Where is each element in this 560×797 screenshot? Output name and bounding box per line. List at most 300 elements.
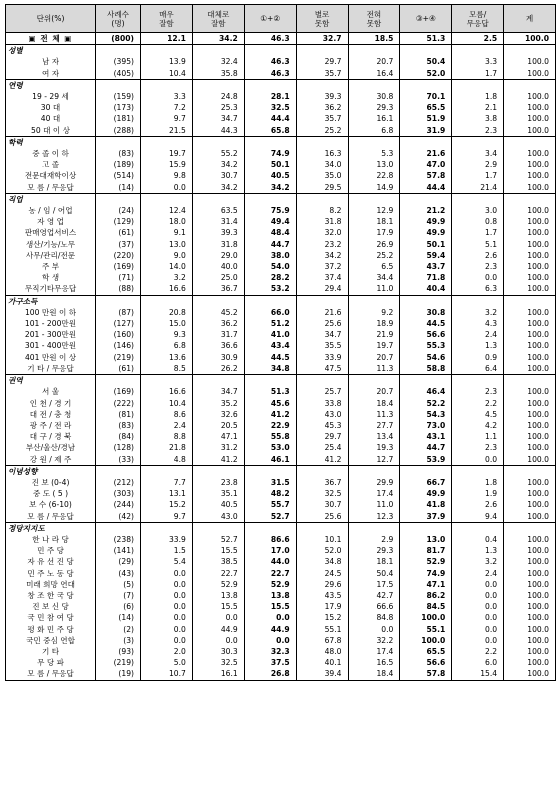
table-cell: 3.2	[452, 556, 504, 567]
table-cell: 30.8	[400, 307, 452, 318]
table-cell: 9.1	[141, 227, 193, 238]
table-cell: 100.0	[504, 431, 556, 442]
table-cell: (395)	[96, 56, 141, 67]
table-cell: 0.0	[141, 182, 193, 194]
table-cell: 13.8	[244, 590, 296, 601]
table-cell: 25.6	[296, 511, 348, 523]
table-cell: 100.0	[504, 668, 556, 680]
table-cell: 48.4	[244, 227, 296, 238]
table-cell: 0.0	[141, 579, 193, 590]
table-row	[6, 579, 556, 590]
table-cell: (3)	[96, 635, 141, 646]
table-cell: 84.5	[400, 601, 452, 612]
empty-cell	[400, 193, 452, 205]
row-label: 여 자	[6, 68, 96, 80]
empty-cell	[400, 136, 452, 148]
table-row	[6, 170, 556, 181]
row-label: 진 보 (0-4)	[6, 477, 96, 488]
table-cell: (222)	[96, 398, 141, 409]
table-cell: 0.0	[348, 624, 400, 635]
table-cell: 100.0	[504, 534, 556, 545]
table-cell: 31.4	[192, 216, 244, 227]
table-cell: (405)	[96, 68, 141, 80]
empty-cell	[244, 465, 296, 477]
row-label: 40 대	[6, 113, 96, 124]
table-cell: 13.1	[141, 488, 193, 499]
table-cell: 0.0	[192, 635, 244, 646]
row-label: 모 름 / 무응답	[6, 511, 96, 523]
table-cell: 22.9	[244, 420, 296, 431]
table-cell: 21.8	[141, 442, 193, 453]
table-cell: 66.0	[244, 307, 296, 318]
row-label: 미래 희망 연대	[6, 579, 96, 590]
table-cell: 36.7	[296, 477, 348, 488]
table-cell: 54.0	[244, 261, 296, 272]
table-cell: 51.3	[400, 33, 452, 45]
table-cell: 100.0	[504, 182, 556, 194]
table-cell: (141)	[96, 545, 141, 556]
table-cell: 16.1	[192, 668, 244, 680]
table-cell: 11.0	[348, 283, 400, 295]
table-cell: 54.3	[400, 409, 452, 420]
row-label: 한 나 라 당	[6, 534, 96, 545]
table-cell: 100.0	[504, 205, 556, 216]
table-cell: 15.2	[141, 499, 193, 510]
table-cell: 35.7	[296, 68, 348, 80]
table-cell: 46.3	[244, 68, 296, 80]
table-cell: 67.8	[296, 635, 348, 646]
table-cell: 100.0	[504, 442, 556, 453]
table-cell: 18.0	[141, 216, 193, 227]
table-cell: 15.2	[296, 612, 348, 623]
table-cell: 29.4	[296, 283, 348, 295]
empty-cell	[296, 465, 348, 477]
table-cell: (43)	[96, 568, 141, 579]
row-label: 인 천 / 경 기	[6, 398, 96, 409]
table-cell: 6.5	[348, 261, 400, 272]
table-cell: 2.1	[452, 102, 504, 113]
table-cell: 100.0	[504, 545, 556, 556]
table-cell: 20.7	[348, 56, 400, 67]
table-cell: (238)	[96, 534, 141, 545]
table-row	[6, 488, 556, 499]
table-row	[6, 409, 556, 420]
table-cell: 2.5	[452, 33, 504, 45]
table-row	[6, 556, 556, 567]
table-cell: 25.6	[296, 318, 348, 329]
empty-cell	[348, 295, 400, 307]
table-cell: 8.6	[141, 409, 193, 420]
table-cell: 2.4	[452, 329, 504, 340]
table-cell: (129)	[96, 216, 141, 227]
table-cell: 18.4	[348, 398, 400, 409]
table-cell: 2.3	[452, 442, 504, 453]
header-dont-know: 모름/ 무응답	[452, 5, 504, 33]
table-cell: 100.0	[504, 250, 556, 261]
table-cell: 100.0	[504, 56, 556, 67]
table-cell: 1.5	[141, 545, 193, 556]
row-label: 모 름 / 무응답	[6, 668, 96, 680]
table-cell: 51.3	[244, 386, 296, 397]
table-cell: 100.0	[504, 352, 556, 363]
table-cell: 100.0	[504, 477, 556, 488]
table-cell: (88)	[96, 283, 141, 295]
table-cell: 100.0	[504, 590, 556, 601]
empty-cell	[400, 79, 452, 91]
table-cell: 7.2	[141, 102, 193, 113]
table-cell: 33.8	[296, 398, 348, 409]
table-cell: 17.9	[296, 601, 348, 612]
row-label: 대 구 / 경 북	[6, 431, 96, 442]
table-row	[6, 68, 556, 80]
empty-cell	[244, 295, 296, 307]
table-cell: 57.8	[400, 170, 452, 181]
table-cell: 31.2	[192, 442, 244, 453]
table-cell: 17.5	[348, 579, 400, 590]
row-label: 창 조 한 국 당	[6, 590, 96, 601]
table-cell: 13.9	[141, 56, 193, 67]
table-cell: 5.1	[452, 239, 504, 250]
empty-cell	[296, 79, 348, 91]
table-cell: 100.0	[504, 261, 556, 272]
table-cell: 34.2	[192, 182, 244, 194]
table-cell: 10.4	[141, 68, 193, 80]
table-cell: (83)	[96, 420, 141, 431]
group-title: 학력	[6, 136, 96, 148]
table-cell: 59.4	[400, 250, 452, 261]
table-cell: 37.5	[244, 657, 296, 668]
empty-cell	[504, 522, 556, 534]
table-cell: 75.9	[244, 205, 296, 216]
table-cell: 1.3	[452, 545, 504, 556]
table-cell: 100.0	[504, 159, 556, 170]
header-very-good: 매우 잘함	[141, 5, 193, 33]
table-cell: 37.2	[296, 261, 348, 272]
table-cell: 100.0	[504, 170, 556, 181]
table-row	[6, 250, 556, 261]
table-cell: 49.9	[400, 227, 452, 238]
table-cell: 35.2	[192, 398, 244, 409]
table-cell: 55.3	[400, 340, 452, 351]
table-cell: 2.3	[452, 386, 504, 397]
table-cell: 45.6	[244, 398, 296, 409]
table-row	[6, 442, 556, 453]
table-cell: 52.7	[192, 534, 244, 545]
table-cell: 6.3	[452, 283, 504, 295]
table-row	[6, 329, 556, 340]
table-cell: 27.7	[348, 420, 400, 431]
table-cell: 9.2	[348, 307, 400, 318]
table-cell: 100.0	[504, 148, 556, 159]
table-cell: 65.5	[400, 102, 452, 113]
row-label: ▣ 전 체 ▣	[6, 33, 96, 45]
table-cell: 17.0	[244, 545, 296, 556]
empty-cell	[400, 295, 452, 307]
table-cell: 0.0	[244, 612, 296, 623]
empty-cell	[348, 193, 400, 205]
table-row	[6, 646, 556, 657]
table-cell: 57.8	[400, 668, 452, 680]
table-cell: 30.7	[192, 170, 244, 181]
table-row	[6, 431, 556, 442]
table-cell: 55.8	[244, 431, 296, 442]
table-cell: 0.0	[141, 612, 193, 623]
table-cell: 5.0	[141, 657, 193, 668]
table-cell: 100.0	[504, 91, 556, 102]
table-cell: (160)	[96, 329, 141, 340]
table-cell: 29.9	[348, 477, 400, 488]
table-cell: 31.5	[244, 477, 296, 488]
table-cell: (87)	[96, 307, 141, 318]
table-cell: 55.7	[244, 499, 296, 510]
table-cell: 21.5	[141, 125, 193, 137]
table-cell: 3.3	[141, 91, 193, 102]
table-cell: 32.0	[296, 227, 348, 238]
table-cell: 1.8	[452, 91, 504, 102]
table-cell: 73.0	[400, 420, 452, 431]
empty-cell	[348, 375, 400, 387]
table-cell: 13.8	[192, 590, 244, 601]
table-cell: 0.0	[141, 635, 193, 646]
empty-cell	[348, 45, 400, 57]
header-not-good: 별로 못함	[296, 5, 348, 33]
group-header-row	[6, 375, 556, 387]
row-label: 중 졸 이 하	[6, 148, 96, 159]
table-cell: 49.9	[400, 216, 452, 227]
table-cell: 0.0	[244, 635, 296, 646]
table-cell: 25.2	[348, 250, 400, 261]
row-label: 모 름 / 무응답	[6, 182, 96, 194]
table-cell: 100.0	[504, 318, 556, 329]
table-cell: (189)	[96, 159, 141, 170]
table-cell: 31.9	[400, 125, 452, 137]
table-cell: 38.0	[244, 250, 296, 261]
table-cell: 100.0	[504, 568, 556, 579]
group-header-row	[6, 522, 556, 534]
table-cell: 29.3	[348, 102, 400, 113]
table-cell: 41.2	[192, 454, 244, 466]
table-cell: 46.3	[244, 33, 296, 45]
table-cell: 3.4	[452, 148, 504, 159]
table-cell: 20.7	[348, 352, 400, 363]
table-cell: 49.4	[244, 216, 296, 227]
empty-cell	[452, 375, 504, 387]
table-cell: 35.5	[296, 340, 348, 351]
table-cell: 34.7	[192, 113, 244, 124]
empty-cell	[452, 45, 504, 57]
table-cell: 4.2	[452, 420, 504, 431]
table-cell: 100.0	[504, 646, 556, 657]
table-cell: 21.9	[348, 329, 400, 340]
empty-cell	[400, 522, 452, 534]
table-cell: 21.6	[296, 307, 348, 318]
table-cell: 30.9	[192, 352, 244, 363]
survey-results-table	[5, 4, 556, 681]
table-cell: 17.4	[348, 646, 400, 657]
group-title: 권역	[6, 375, 96, 387]
table-cell: 40.5	[244, 170, 296, 181]
table-cell: 1.9	[452, 488, 504, 499]
table-cell: 44.3	[192, 125, 244, 137]
table-cell: 34.2	[192, 33, 244, 45]
table-cell: 2.6	[452, 250, 504, 261]
row-label: 사무/관리/전문	[6, 250, 96, 261]
table-cell: 46.1	[244, 454, 296, 466]
row-label: 광 주 / 전 라	[6, 420, 96, 431]
table-cell: 47.1	[192, 431, 244, 442]
table-cell: 2.9	[452, 159, 504, 170]
empty-cell	[96, 45, 141, 57]
table-cell: 2.2	[452, 646, 504, 657]
empty-cell	[244, 193, 296, 205]
table-row	[6, 477, 556, 488]
table-cell: 15.5	[192, 601, 244, 612]
table-cell: (212)	[96, 477, 141, 488]
table-cell: 3.0	[452, 205, 504, 216]
table-row	[6, 534, 556, 545]
table-cell: (6)	[96, 601, 141, 612]
table-cell: 37.9	[400, 511, 452, 523]
row-label: 301 - 400만원	[6, 340, 96, 351]
table-cell: 52.2	[400, 398, 452, 409]
table-cell: 1.1	[452, 431, 504, 442]
table-cell: (29)	[96, 556, 141, 567]
table-cell: 32.6	[192, 409, 244, 420]
row-label: 201 - 300만원	[6, 329, 96, 340]
empty-cell	[452, 465, 504, 477]
table-cell: (244)	[96, 499, 141, 510]
table-cell: 52.9	[192, 579, 244, 590]
row-label: 101 - 200만원	[6, 318, 96, 329]
row-label: 무 당 파	[6, 657, 96, 668]
table-cell: 55.1	[400, 624, 452, 635]
table-cell: 3.3	[452, 56, 504, 67]
table-cell: 36.2	[296, 102, 348, 113]
table-cell: 51.9	[400, 113, 452, 124]
table-row	[6, 91, 556, 102]
table-cell: 44.7	[244, 239, 296, 250]
table-cell: 32.5	[244, 102, 296, 113]
table-cell: (2)	[96, 624, 141, 635]
table-cell: 13.0	[141, 239, 193, 250]
table-cell: 100.0	[400, 635, 452, 646]
table-cell: 47.0	[400, 159, 452, 170]
table-cell: 1.3	[452, 340, 504, 351]
table-cell: 13.6	[141, 352, 193, 363]
table-cell: 3.2	[452, 307, 504, 318]
table-cell: 32.3	[244, 646, 296, 657]
table-cell: 11.3	[348, 409, 400, 420]
table-row	[6, 590, 556, 601]
table-cell: 2.4	[141, 420, 193, 431]
table-cell: 29.7	[296, 431, 348, 442]
table-cell: 12.1	[141, 33, 193, 45]
table-cell: 48.0	[296, 646, 348, 657]
table-cell: (81)	[96, 409, 141, 420]
table-cell: 100.0	[504, 125, 556, 137]
row-label: 고 졸	[6, 159, 96, 170]
empty-cell	[244, 79, 296, 91]
table-cell: 4.3	[452, 318, 504, 329]
empty-cell	[244, 136, 296, 148]
table-cell: 2.3	[452, 125, 504, 137]
table-cell: 31.8	[296, 216, 348, 227]
table-row	[6, 340, 556, 351]
table-cell: (220)	[96, 250, 141, 261]
table-cell: 40.1	[296, 657, 348, 668]
empty-cell	[504, 465, 556, 477]
table-row	[6, 148, 556, 159]
table-row	[6, 272, 556, 283]
table-cell: 100.0	[504, 556, 556, 567]
table-cell: 20.7	[348, 386, 400, 397]
table-cell: 2.9	[348, 534, 400, 545]
empty-cell	[141, 295, 193, 307]
table-cell: 8.5	[141, 363, 193, 375]
table-cell: 31.8	[192, 239, 244, 250]
table-cell: 0.0	[452, 635, 504, 646]
table-row	[6, 601, 556, 612]
table-cell: (24)	[96, 205, 141, 216]
table-cell: 0.8	[452, 216, 504, 227]
table-cell: 100.0	[504, 601, 556, 612]
table-cell: 18.1	[348, 216, 400, 227]
group-title: 가구소득	[6, 295, 96, 307]
table-cell: 16.3	[296, 148, 348, 159]
header-cases: 사례수 (명)	[96, 5, 141, 33]
table-cell: 100.0	[504, 499, 556, 510]
empty-cell	[296, 45, 348, 57]
table-cell: 47.1	[400, 579, 452, 590]
row-label: 생산/기능/노무	[6, 239, 96, 250]
empty-cell	[96, 79, 141, 91]
row-label: 50 대 이 상	[6, 125, 96, 137]
table-cell: (169)	[96, 261, 141, 272]
table-cell: (219)	[96, 657, 141, 668]
table-cell: 36.7	[192, 283, 244, 295]
table-cell: 51.2	[244, 318, 296, 329]
table-cell: 20.8	[141, 307, 193, 318]
table-cell: 4.5	[452, 409, 504, 420]
table-cell: (61)	[96, 363, 141, 375]
empty-cell	[296, 295, 348, 307]
empty-cell	[192, 45, 244, 57]
table-cell: 42.7	[348, 590, 400, 601]
empty-cell	[192, 522, 244, 534]
table-row	[6, 657, 556, 668]
table-cell: 35.8	[192, 68, 244, 80]
table-cell: 36.6	[192, 340, 244, 351]
group-title: 연령	[6, 79, 96, 91]
empty-cell	[400, 375, 452, 387]
table-cell: 14.9	[348, 182, 400, 194]
empty-cell	[141, 136, 193, 148]
group-header-row	[6, 465, 556, 477]
table-cell: (181)	[96, 113, 141, 124]
table-cell: 25.0	[192, 272, 244, 283]
table-cell: 38.5	[192, 556, 244, 567]
table-cell: 43.5	[296, 590, 348, 601]
table-cell: 16.1	[348, 113, 400, 124]
empty-cell	[141, 522, 193, 534]
table-cell: 40.5	[192, 499, 244, 510]
table-cell: 43.7	[400, 261, 452, 272]
table-cell: 34.0	[296, 159, 348, 170]
table-cell: 21.2	[400, 205, 452, 216]
table-cell: (303)	[96, 488, 141, 499]
table-cell: 0.0	[452, 590, 504, 601]
table-cell: (514)	[96, 170, 141, 181]
